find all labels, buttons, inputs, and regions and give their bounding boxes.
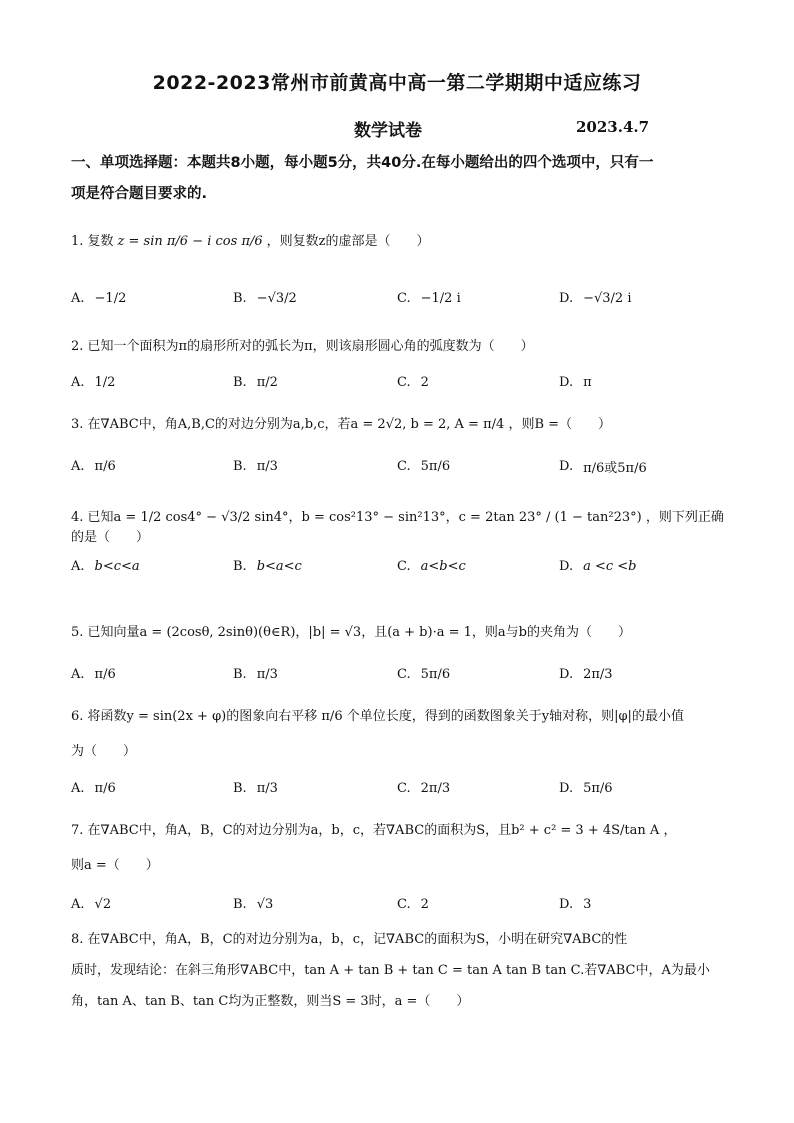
question-8: 8. 在∇ABC中，角A，B，C的对边分别为a，b，c，记∇ABC的面积为S，小明在研究∇ABC的性 xyxy=(71,932,628,947)
q7-option-b[interactable]: B. √3 xyxy=(233,896,274,912)
q5-option-a[interactable]: A. π/6 xyxy=(71,666,116,682)
section-heading xyxy=(71,148,731,210)
q4-option-b[interactable]: B. b<a<c xyxy=(233,558,302,574)
exam-title: 2022-2023常州市前黄高中高一第二学期期中适应练习 xyxy=(152,72,642,94)
q3-option-b[interactable]: B. π/3 xyxy=(233,458,278,474)
q6-options xyxy=(71,768,731,808)
q4-text-c: ，则下列正确的是（ ） xyxy=(71,510,724,545)
q4-text-a: 4. 已知a = 1/2 cos4° − √3/2 sin4°，b = cos²13° − sin²13°，c = xyxy=(71,510,481,525)
q2-option-b[interactable]: B. π/2 xyxy=(233,374,278,390)
q6-option-c[interactable]: C. 2π/3 xyxy=(397,780,451,796)
q5-option-c[interactable]: C. 5π/6 xyxy=(397,666,451,682)
q3-text-b: π/4 xyxy=(483,417,505,432)
question-1 xyxy=(71,232,731,252)
q2-option-d[interactable]: D. π xyxy=(559,374,592,390)
q3-option-a[interactable]: A. π/6 xyxy=(71,458,116,474)
q3-option-c[interactable]: C. 5π/6 xyxy=(397,458,451,474)
q3-text-a: 3. 在∇ABC中，角A,B,C的对边分别为a,b,c，若a = 2√2, b = 2, A = xyxy=(71,417,479,432)
q7-line1-c: ， xyxy=(663,823,677,838)
q1-pre: 1. 复数 xyxy=(71,234,114,249)
q8-line-3: 角，tan A、tan B、tan C均为正整数，则当S = 3时，a =（ ） xyxy=(71,994,470,1009)
question-6 xyxy=(71,707,731,727)
q3-text-c: ，则B =（ ） xyxy=(508,417,612,432)
q6-option-a[interactable]: A. π/6 xyxy=(71,780,116,796)
q7-option-a[interactable]: A. √2 xyxy=(71,896,112,912)
q5-option-b[interactable]: B. π/3 xyxy=(233,666,278,682)
q6-line-2: 为（ ） xyxy=(71,744,137,759)
q3-options xyxy=(71,446,731,486)
q7-line1-b: 4S/tan A xyxy=(602,823,660,838)
q6-line1-c: 个单位长度，得到的函数图象关于y轴对称，则|φ|的最小值 xyxy=(346,709,684,724)
q3-option-d[interactable]: D. π/6或5π/6 xyxy=(559,458,647,476)
q7-line-2: 则a =（ ） xyxy=(71,858,159,873)
q8-line-2: 质时，发现结论：在斜三角形∇ABC中，tan A + tan B + tan C = tan A tan B tan C.若∇ABC中，A为最小 xyxy=(71,963,710,978)
q6-option-d[interactable]: D. 5π/6 xyxy=(559,780,613,796)
section-line-1: 一、单项选择题：本题共8小题，每小题5分，共40分.在每小题给出的四个选项中，只有一 xyxy=(71,155,654,171)
q2-option-c[interactable]: C. 2 xyxy=(397,374,429,390)
question-4 xyxy=(71,508,731,548)
q5-option-d[interactable]: D. 2π/3 xyxy=(559,666,613,682)
q4-option-d[interactable]: D. a <c <b xyxy=(559,558,637,574)
question-7 xyxy=(71,821,731,841)
q1-options xyxy=(71,278,731,318)
q1-option-a[interactable]: A. −1/2 xyxy=(71,290,127,306)
q2-options xyxy=(71,362,731,402)
q7-line1-a: 7. 在∇ABC中，角A，B，C的对边分别为a，b，c，若∇ABC的面积为S，且b² + c² = 3 + xyxy=(71,823,599,838)
q2-option-a[interactable]: A. 1/2 xyxy=(71,374,116,390)
exam-date: 2023.4.7 xyxy=(576,118,650,136)
q7-options xyxy=(71,884,731,924)
q7-option-d[interactable]: D. 3 xyxy=(559,896,592,912)
q4-option-a[interactable]: A. b<c<a xyxy=(71,558,140,574)
q5-options xyxy=(71,654,731,694)
q4-options xyxy=(71,546,731,586)
q4-option-c[interactable]: C. a<b<c xyxy=(397,558,466,574)
q1-option-b[interactable]: B. −√3/2 xyxy=(233,290,297,306)
q1-post: ，则复数z的虚部是（ ） xyxy=(266,234,430,249)
q1-option-d[interactable]: D. −√3/2 i xyxy=(559,290,632,306)
q6-line1-a: 6. 将函数y = sin(2x + φ)的图象向右平移 xyxy=(71,709,318,724)
q1-option-c[interactable]: C. −1/2 i xyxy=(397,290,461,306)
q4-text-b: 2tan 23° / (1 − tan²23°) xyxy=(485,510,642,525)
question-3 xyxy=(71,415,731,435)
question-5: 5. 已知向量a = (2cosθ, 2sinθ)(θ∈R)，|b| = √3，且(a + b)·a = 1，则a与b的夹角为（ ） xyxy=(71,625,631,640)
q7-option-c[interactable]: C. 2 xyxy=(397,896,429,912)
question-2: 2. 已知一个面积为π的扇形所对的弧长为π，则该扇形圆心角的弧度数为（ ） xyxy=(71,339,534,354)
q6-line1-b: π/6 xyxy=(321,709,343,724)
exam-subtitle: 数学试卷 xyxy=(354,121,422,141)
q1-expr: z = sin π/6 − i cos π/6 xyxy=(117,234,263,249)
section-line-2: 项是符合题目要求的. xyxy=(71,186,208,202)
q6-option-b[interactable]: B. π/3 xyxy=(233,780,278,796)
